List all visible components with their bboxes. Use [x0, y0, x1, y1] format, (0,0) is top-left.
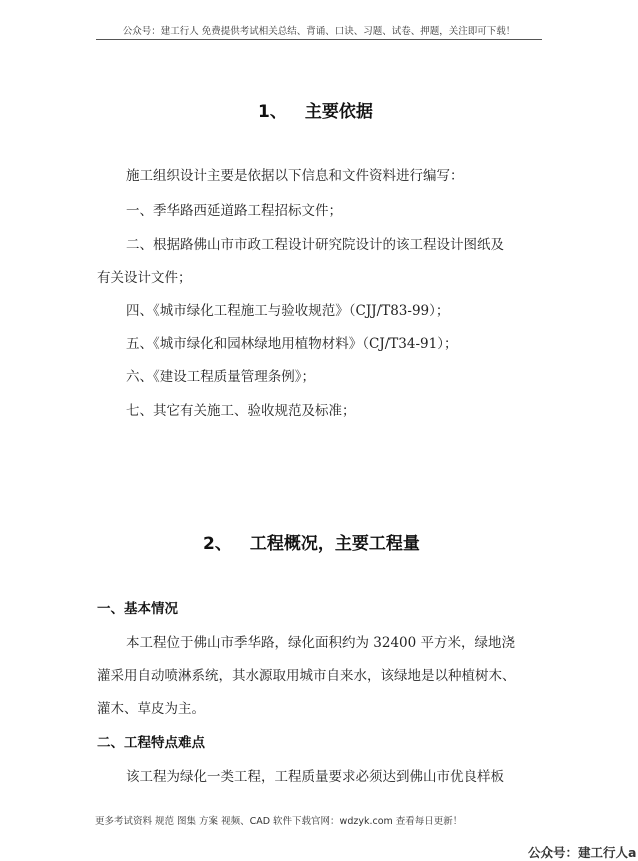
basis-item: 二、根据路佛山市市政工程设计研究院设计的该工程设计图纸及 — [126, 237, 504, 253]
section-1-heading — [258, 97, 373, 122]
basis-item: 六、《建设工程质量管理条例》； — [126, 369, 315, 385]
basis-item: 五、《城市绿化和园林绿地用植物材料》（CJ/T34-91）； — [126, 336, 458, 352]
section-2-number: 2、 — [203, 534, 232, 554]
subheading-difficulties: 二、工程特点难点 — [97, 735, 205, 751]
basis-item: 一、季华路西延道路工程招标文件； — [126, 203, 342, 219]
section-1-title: 主要依据 — [304, 102, 373, 122]
basis-item: 七、其它有关施工、验收规范及标准； — [126, 403, 356, 419]
paragraph-line: 灌木、草皮为主。 — [97, 701, 205, 717]
watermark-text: 公众号：建工行人a — [528, 845, 637, 860]
page-header-text: 公众号：建工行人 免费提供考试相关总结、背诵、口诀、习题、试卷、押题，关注即可下载！ — [122, 26, 516, 37]
section-1-intro: 施工组织设计主要是依据以下信息和文件资料进行编写： — [126, 168, 464, 184]
section-1-number: 1、 — [258, 102, 287, 122]
section-2-title: 工程概况，主要工程量 — [249, 534, 420, 554]
subheading-basic-info: 一、基本情况 — [97, 601, 178, 617]
page-footer-text: 更多考试资料 规范 图集 方案 视频、CAD 软件下载官网：wdzyk.com 查看每日更新！ — [95, 816, 463, 827]
basis-item: 四、《城市绿化工程施工与验收规范》（CJJ/T83-99）； — [126, 303, 450, 319]
paragraph-line: 本工程位于佛山市季华路，绿化面积约为 32400 平方米，绿地浇 — [126, 635, 516, 651]
basis-item-continued: 有关设计文件； — [97, 270, 192, 286]
header-divider — [96, 39, 542, 40]
section-2-heading — [203, 529, 420, 554]
paragraph-line: 灌采用自动喷淋系统，其水源取用城市自来水，该绿地是以种植树木、 — [97, 668, 516, 684]
paragraph-line: 该工程为绿化一类工程，工程质量要求必须达到佛山市优良样板 — [126, 769, 504, 785]
